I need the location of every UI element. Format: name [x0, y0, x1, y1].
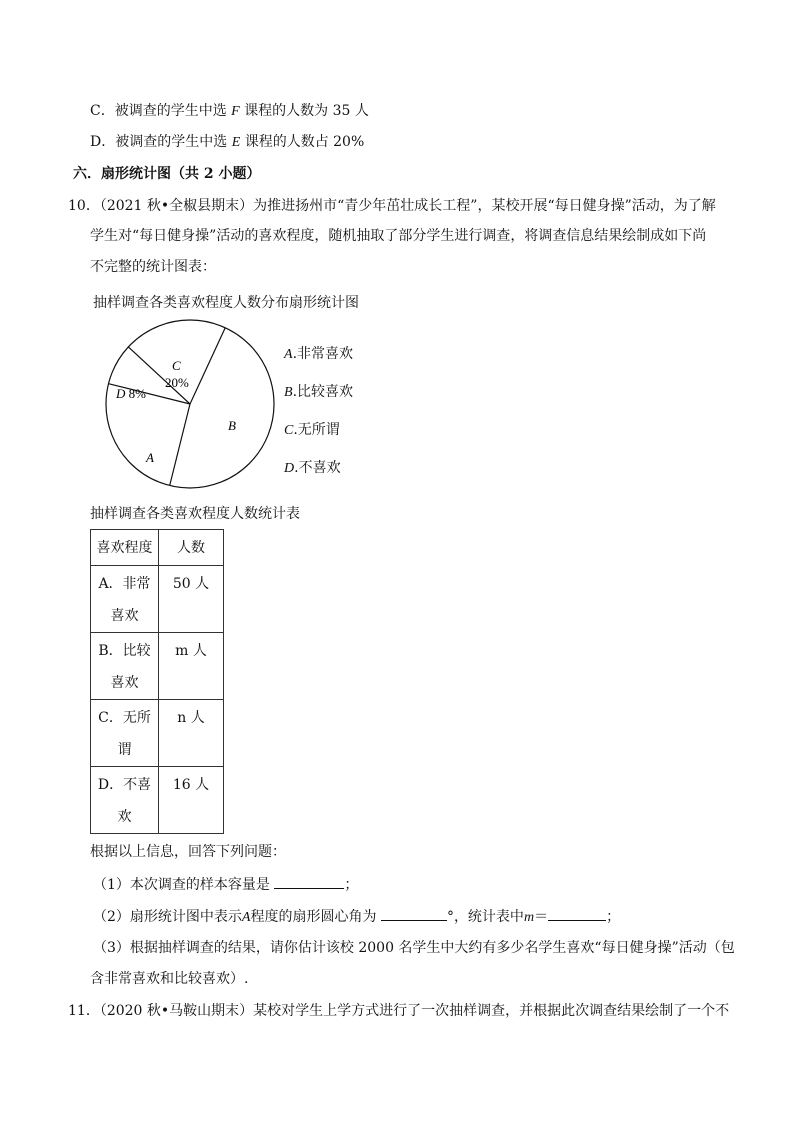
option-c-suffix: 课程的人数为 35 人 [239, 103, 369, 119]
sub2-text-a: （2）扇形统计图中表示 [93, 909, 242, 925]
row-d-label-2: 欢 [117, 809, 132, 825]
table-title: 抽样调查各类喜欢程度人数统计表 [90, 506, 300, 522]
sub2-var-a: A [241, 910, 251, 925]
option-d-var: E [231, 135, 241, 150]
legend-key: D [284, 461, 295, 476]
legend-text: .比较喜欢 [292, 384, 354, 400]
table-cell [91, 633, 159, 700]
table-cell [159, 700, 224, 767]
row-a-count: 50 人 [172, 576, 210, 592]
table-row [91, 767, 224, 834]
table-row [91, 633, 224, 700]
pie-slice-label-d: D 8% [116, 386, 146, 401]
row-c-count: n 人 [177, 710, 205, 726]
row-d-label: D．不喜 [97, 777, 152, 793]
option-c [90, 101, 369, 122]
option-c-var: F [231, 104, 240, 119]
legend-key: A [284, 347, 293, 362]
table-header-count: 人数 [177, 540, 205, 556]
q10-line-1: 10．（2021 秋•全椒县期末）为推进扬州市“青少年茁壮成长工程”，某校开展“每日健身操”活动，为了解 [68, 198, 716, 214]
legend-item-b [284, 381, 353, 401]
table-cell [91, 566, 159, 633]
pie-slice-value-c: 20% [165, 375, 189, 390]
legend-item-d [284, 457, 341, 477]
pie-slice-label-c: C [172, 358, 181, 373]
legend-item-a [284, 343, 353, 363]
row-b-label: B．比较 [98, 643, 151, 659]
legend-key: C [284, 423, 294, 438]
sub2-text-d: ＝ [534, 909, 549, 925]
q10-sub-1: （1）本次调查的样本容量是 ； [93, 874, 358, 895]
legend-key: B [284, 385, 293, 400]
legend-item-c [284, 419, 340, 439]
sub2-text-b: 程度的扇形圆心角为 [250, 909, 377, 925]
answer-blank-3[interactable] [548, 906, 606, 921]
legend-text: .非常喜欢 [292, 346, 354, 362]
option-d-prefix: D．被调查的学生中选 [90, 134, 232, 150]
q10-sub-2: （2）扇形统计图中表示A程度的扇形圆心角为 °，统计表中m＝ ； [93, 906, 620, 928]
option-c-prefix: C．被调查的学生中选 [90, 103, 232, 119]
table-header-cell [91, 530, 159, 566]
option-d-suffix: 课程的人数占 20% [240, 134, 365, 150]
row-c-label-2: 谓 [117, 742, 132, 758]
q10-prompt: 根据以上信息，回答下列问题： [90, 844, 286, 860]
pie-slice-label-b: B [228, 418, 236, 433]
row-b-label-2: 喜欢 [110, 675, 139, 691]
table-cell [159, 633, 224, 700]
table-row [91, 566, 224, 633]
answer-blank-1[interactable] [274, 874, 344, 889]
row-b-count: m 人 [175, 643, 207, 659]
row-d-count: 16 人 [172, 777, 210, 793]
table-cell [91, 700, 159, 767]
legend-text: .不喜欢 [294, 460, 341, 476]
pie-chart [100, 318, 280, 493]
pie-title: 抽样调查各类喜欢程度人数分布扇形统计图 [93, 295, 359, 311]
section-title: 六．扇形统计图（共 2 小题） [73, 166, 261, 182]
row-a-label-2: 喜欢 [110, 608, 139, 624]
row-a-label: A．非常 [98, 576, 151, 592]
table-header-level: 喜欢程度 [96, 540, 153, 556]
table-cell [159, 566, 224, 633]
table-cell [159, 767, 224, 834]
q11-line-1: 11．（2020 秋•马鞍山期末）某校对学生上学方式进行了一次抽样调查，并根据此次调查结果绘制了一个不 [68, 1003, 730, 1019]
table-cell [91, 767, 159, 834]
q10-line-3: 不完整的统计图表： [90, 259, 216, 275]
q10-line-2: 学生对“每日健身操”活动的喜欢程度，随机抽取了部分学生进行调查，将调查信息结果绘制成如下尚 [90, 228, 707, 244]
sub1-text: （1）本次调查的样本容量是 [93, 877, 270, 893]
legend-text: .无所谓 [293, 422, 340, 438]
option-d [90, 132, 364, 153]
pie-slice-label-a: A [146, 450, 154, 465]
sub2-var-m: m [523, 910, 535, 925]
row-c-label: C．无所 [98, 710, 151, 726]
table-row [91, 700, 224, 767]
table-header-row [91, 530, 224, 566]
sub2-text-c: °，统计表中 [446, 909, 524, 925]
q10-sub-3-line-1: （3）根据抽样调查的结果，请你估计该校 2000 名学生中大约有多少名学生喜欢“每日健身操”活动（包 [93, 940, 735, 956]
answer-blank-2[interactable] [381, 906, 447, 921]
table-header-cell [159, 530, 224, 566]
stat-table [90, 529, 224, 834]
q10-sub-3-line-2: 含非常喜欢和比较喜欢）. [90, 971, 249, 987]
